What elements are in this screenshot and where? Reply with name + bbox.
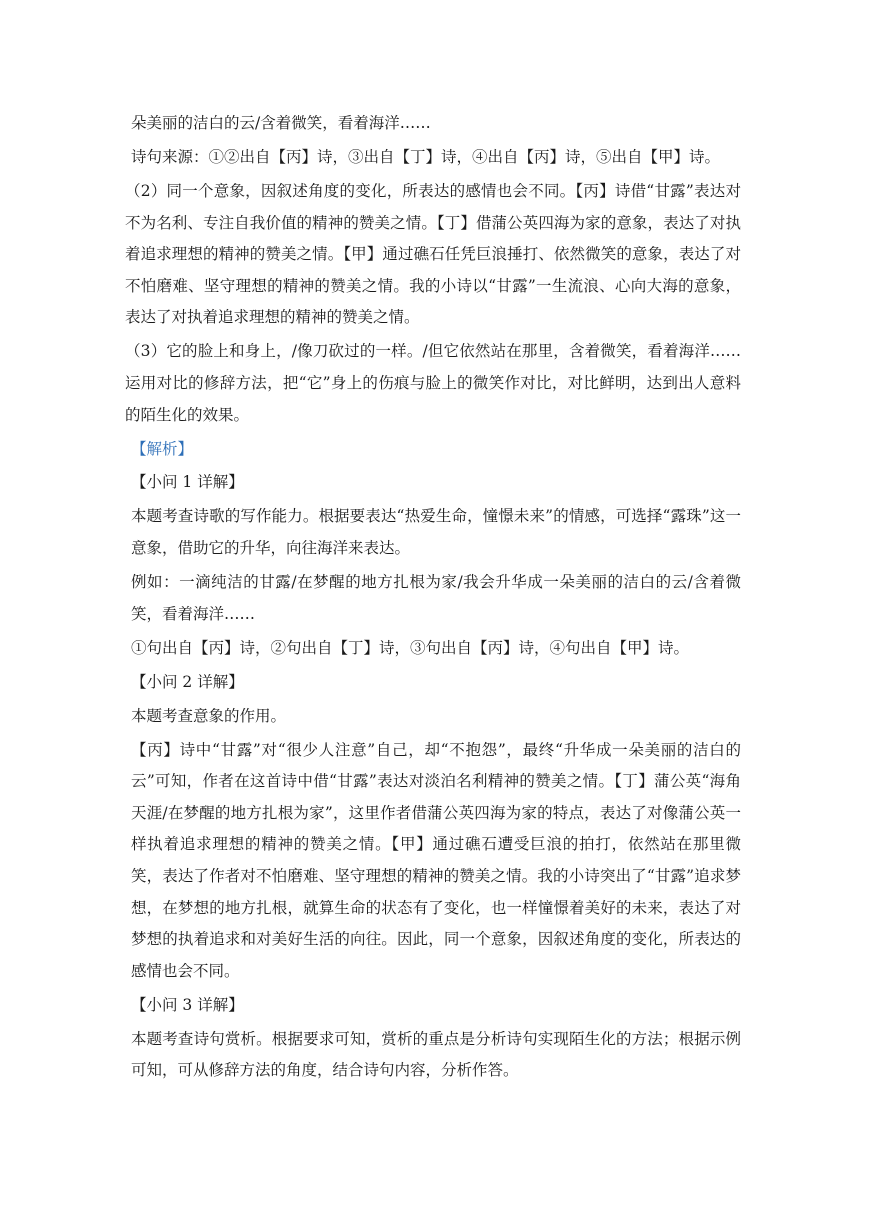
poem-line-sources: 诗句来源：①②出自【丙】诗，③出自【丁】诗，④出自【丙】诗，⑤出自【甲】诗。 [131, 147, 721, 166]
question-1-example: 例如：一滴纯洁的甘露/在梦醒的地方扎根为家/我会升华成一朵美丽的洁白的云/含着微笑，看着海洋…… [131, 573, 741, 623]
answer-part-2: （2）同一个意象，因叙述角度的变化，所表达的感情也会不同。【丙】诗借“甘露”表达对不为名利、专注自我价值的精神的赞美之情。【丁】借蒲公英四海为家的意象，表达了对执着追求理想的精神的赞美之情。【甲】通过礁石任凭巨浪捶打、依然微笑的意象，表达了对不怕磨难、坚守理想的精神的赞美之情。我的小诗以“甘露”一生流浪、心向大海的意象，表达了对执着追求理想的精神的赞美之情。 [125, 181, 741, 327]
question-3-explanation: 本题考查诗句赏析。根据要求可知，赏析的重点是分析诗句实现陌生化的方法；根据示例可知，可从修辞方法的角度，结合诗句内容，分析作答。 [131, 1029, 741, 1080]
answer-continued-poem: 朵美丽的洁白的云/含着微笑，看着海洋…… [131, 114, 431, 132]
question-2-explanation: 【丙】诗中“甘露”对“很少人注意”自己，却“不抱怨”，最终“升华成一朵美丽的洁白的云”可知，作者在这首诗中借“甘露”表达对淡泊名利精神的赞美之情。【丁】蒲公英“海角天涯/在梦醒的地方扎根为家”，这里作者借蒲公英四海为家的特点，表达了对像蒲公英一样执着追求理想的精神的赞美之情。【甲】通过礁石遭受巨浪的拍打，依然站在那里微笑，表达了作者对不怕磨难、坚守理想的精神的赞美之情。我的小诗突出了“甘露”追求梦想，在梦想的地方扎根，就算生命的状态有了变化，也一样憧憬着美好的未来，表达了对梦想的执着追求和对美好生活的向往。因此，同一个意象，因叙述角度的变化，所表达的感情也会不同。 [131, 740, 741, 980]
question-1-explanation: 本题考查诗歌的写作能力。根据要表达“热爱生命，憧憬未来”的情感，可选择“露珠”这一意象，借助它的升华，向往海洋来表达。 [131, 507, 741, 558]
question-2-intro: 本题考查意象的作用。 [131, 706, 287, 725]
answer-part-3: （3）它的脸上和身上，/像刀砍过的一样。/但它依然站在那里，含着微笑，看着海洋……运用对比的修辞方法，把“它”身上的伤痕与脸上的微笑作对比，对比鲜明，达到出人意料的陌生化的效果。 [125, 342, 741, 424]
analysis-heading: 【解析】 [131, 439, 194, 458]
document-page [125, 108, 741, 1089]
question-3-heading: 【小问 3 详解】 [131, 995, 244, 1014]
question-1-heading: 【小问 1 详解】 [131, 473, 244, 492]
question-1-sources: ①句出自【丙】诗，②句出自【丁】诗，③句出自【丙】诗，④句出自【甲】诗。 [131, 638, 690, 657]
question-2-heading: 【小问 2 详解】 [131, 672, 244, 691]
